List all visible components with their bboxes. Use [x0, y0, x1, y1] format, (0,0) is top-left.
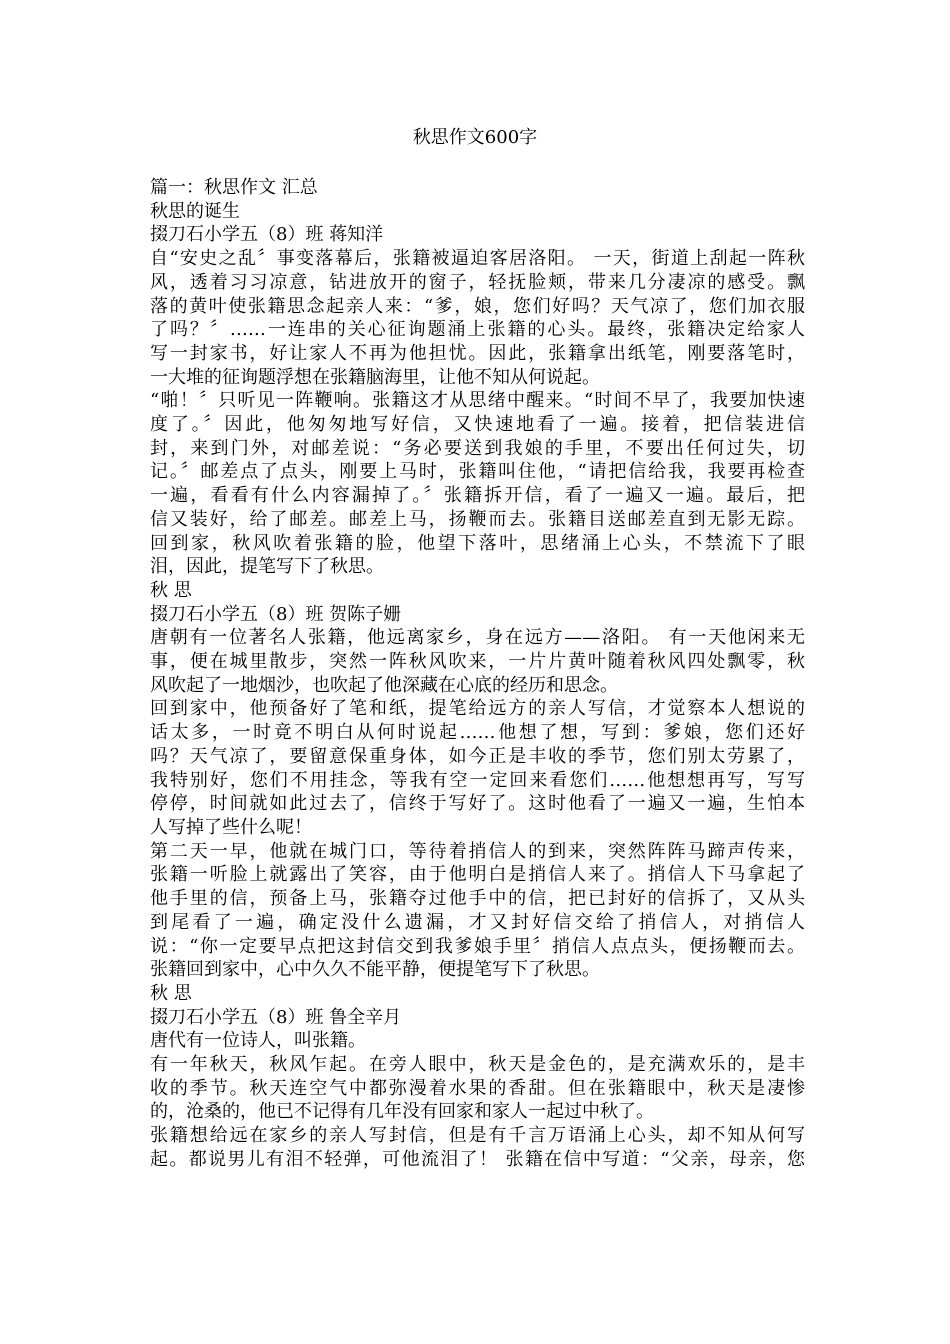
text-line: 秋思的诞生: [150, 200, 240, 222]
text-line: 到尾看了一遍，确定没什么遗漏，才又封好信交给了捎信人，对捎信人: [150, 911, 805, 933]
text-line: 张籍回到家中，心中久久不能平静，便提笔写下了秋思。: [150, 959, 600, 981]
text-line: 写一封家书，好让家人不再为他担忧。因此，张籍拿出纸笔，刚要落笔时，: [150, 342, 805, 364]
text-line: 封，来到门外，对邮差说：“务必要送到我娘的手里，不要出任何过失，切: [150, 437, 805, 459]
text-line: 唐朝有一位著名人张籍，他远离家乡，身在远方——洛阳。 有一天他闲来无: [150, 627, 805, 649]
text-line: 风吹起了一地烟沙，也吹起了他深藏在心底的经历和思念。: [150, 674, 618, 696]
text-line: 掇刀石小学五（8）班 贺陈子姗: [150, 603, 402, 625]
text-line: 泪，因此，提笔写下了秋思。: [150, 556, 384, 578]
text-line: 说：“你一定要早点把这封信交到我爹娘手里〞捎信人点点头，便扬鞭而去。: [150, 935, 805, 957]
text-line: 风，透着习习凉意，钻进放开的窗子，轻抚脸颊，带来几分凄凉的感受。飘: [150, 271, 805, 293]
text-line: 我特别好，您们不用挂念，等我有空一定回来看您们……他想想再写，写写: [150, 769, 805, 791]
text-line: 收的季节。秋天连空气中都弥漫着水果的香甜。但在张籍眼中，秋天是凄惨: [150, 1077, 805, 1099]
text-line: 度了。〞因此，他匆匆地写好信，又快速地看了一遍。接着，把信装进信: [150, 414, 805, 436]
text-line: 的，沧桑的，他已不记得有几年没有回家和家人一起过中秋了。: [150, 1101, 654, 1123]
text-line: 他手里的信，预备上马，张籍夺过他手中的信，把已封好的信拆了，又从头: [150, 888, 805, 910]
text-line: 唐代有一位诗人，叫张籍。: [150, 1030, 366, 1052]
text-line: 自“安史之乱〞事变落幕后，张籍被逼迫客居洛阳。 一天，街道上刮起一阵秋: [150, 248, 805, 270]
text-line: 话太多，一时竟不明白从何时说起……他想了想，写到：爹娘，您们还好: [150, 722, 805, 744]
text-line: 了吗？〞……一连串的关心征询题涌上张籍的心头。最终，张籍决定给家人: [150, 319, 805, 341]
text-line: 一遍，看看有什么内容漏掉了。〞张籍拆开信，看了一遍又一遍。最后，把: [150, 485, 805, 507]
document-body: [150, 176, 805, 1172]
text-line: 回到家中，他预备好了笔和纸，提笔给远方的亲人写信，才觉察本人想说的: [150, 698, 805, 720]
text-line: 起。都说男儿有泪不轻弹，可他流泪了！ 张籍在信中写道：“父亲，母亲，您: [150, 1148, 805, 1170]
text-line: 落的黄叶使张籍思念起亲人来：“爹，娘，您们好吗？天气凉了，您们加衣服: [150, 295, 805, 317]
text-line: 秋 思: [150, 579, 192, 601]
text-line: 信又装好，给了邮差。邮差上马，扬鞭而去。张籍目送邮差直到无影无踪。: [150, 508, 805, 530]
text-line: 篇一：秋思作文 汇总: [150, 177, 318, 198]
text-line: 秋 思: [150, 982, 192, 1004]
text-line: 掇刀石小学五（8）班 蒋知洋: [150, 224, 384, 246]
text-line: 一大堆的征询题浮想在张籍脑海里，让他不知从何说起。: [150, 366, 600, 388]
text-line: 记。〞邮差点了点头，刚要上马时，张籍叫住他，“请把信给我，我要再检查: [150, 461, 805, 483]
text-line: 张籍想给远在家乡的亲人写封信，但是有千言万语涌上心头，却不知从何写: [150, 1125, 805, 1147]
text-line: 事，便在城里散步，突然一阵秋风吹来，一片片黄叶随着秋风四处飘零，秋: [150, 651, 805, 673]
text-line: 人写掉了些什么呢！: [150, 816, 312, 838]
text-line: 回到家，秋风吹着张籍的脸，他望下落叶，思绪涌上心头，不禁流下了眼: [150, 532, 805, 554]
text-line: 吗？天气凉了，要留意保重身体，如今正是丰收的季节，您们别太劳累了，: [150, 745, 805, 767]
text-line: 停停，时间就如此过去了，信终于写好了。这时他看了一遍又一遍，生怕本: [150, 793, 805, 815]
text-line: 掇刀石小学五（8）班 鲁全辛月: [150, 1006, 402, 1028]
text-line: 第二天一早，他就在城门口，等待着捎信人的到来，突然阵阵马蹄声传来，: [150, 840, 805, 862]
text-line: “啪！〞只听见一阵鞭响。张籍这才从思绪中醒来。“时间不早了，我要加快速: [150, 390, 805, 412]
text-line: 张籍一听脸上就露出了笑容，由于他明白是捎信人来了。捎信人下马拿起了: [150, 864, 805, 886]
document-title: 秋思作文600字: [412, 127, 538, 148]
text-line: 有一年秋天，秋风乍起。在旁人眼中，秋天是金色的，是充满欢乐的，是丰: [150, 1054, 805, 1076]
